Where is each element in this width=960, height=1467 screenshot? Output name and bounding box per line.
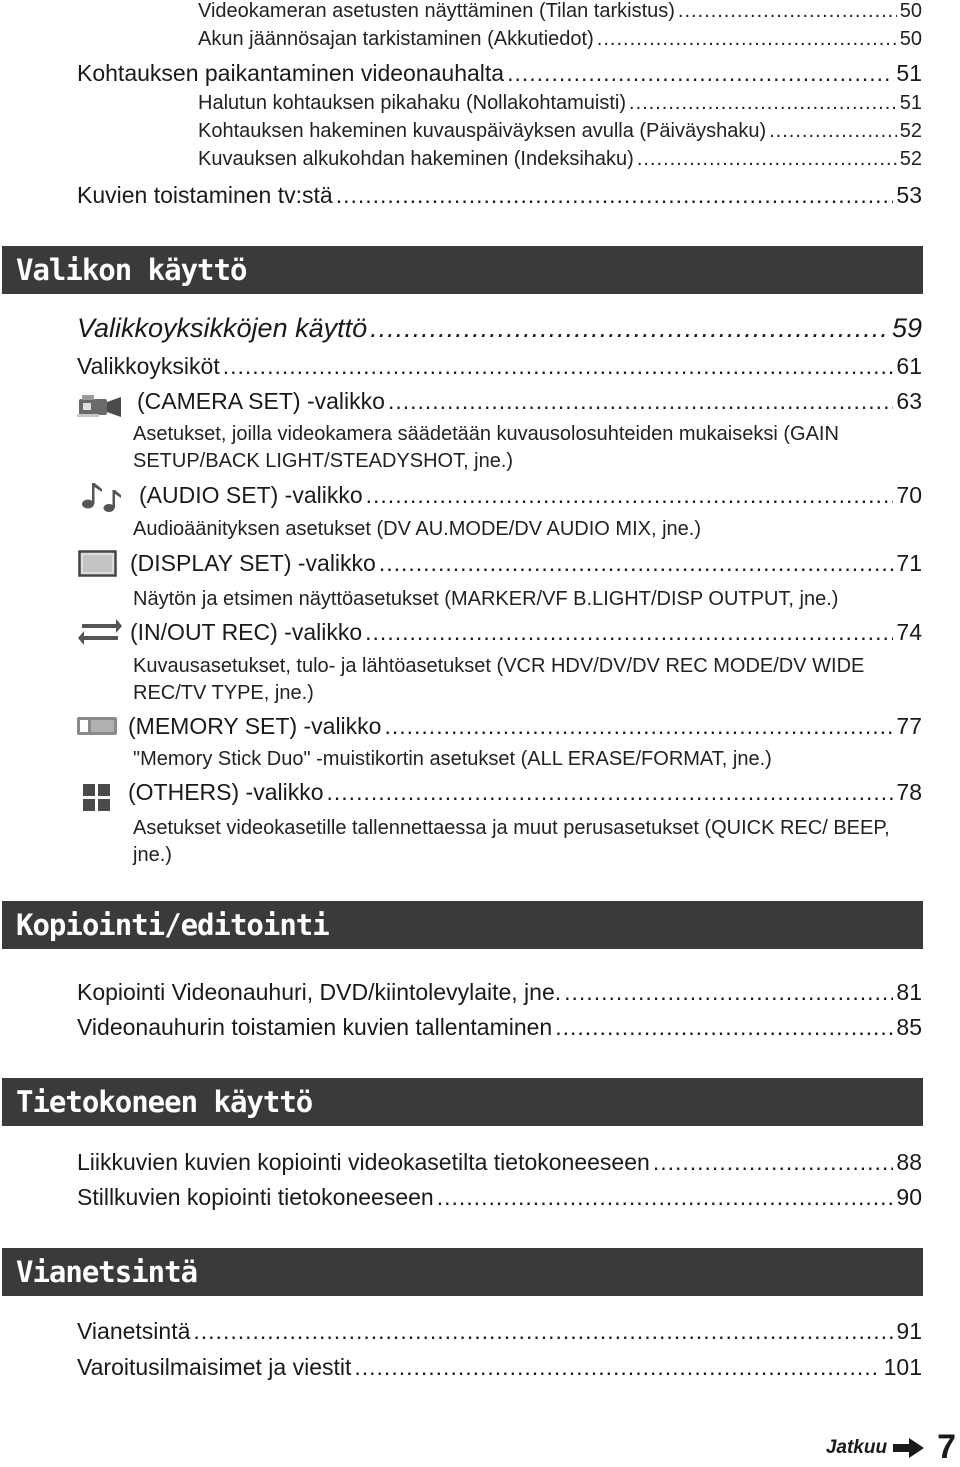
toc-entry-title: Kohtauksen paikantaminen videonauhalta: [77, 60, 505, 86]
toc-entry-page: 101: [883, 1354, 922, 1380]
toc-entry-title: (IN/OUT REC) -valikko: [130, 619, 363, 645]
toc-entry[interactable]: [77, 1318, 922, 1345]
section-heading-tietokoneen-kaytto: Tietokoneen käyttö: [2, 1078, 923, 1126]
toc-entry-page: 91: [896, 1318, 922, 1344]
music-notes-icon: [80, 478, 122, 514]
toc-entry-title: Videokameran asetusten näyttäminen (Tilan tarkistus): [198, 0, 675, 22]
toc-entry-title: Videonauhurin toistamien kuvien tallentaminen: [77, 1014, 553, 1040]
memory-stick-icon: [76, 715, 118, 737]
toc-entry[interactable]: [77, 313, 922, 344]
display-icon: [78, 550, 118, 578]
toc-entry-title: Halutun kohtauksen pikahaku (Nollakohtamuisti): [198, 92, 627, 114]
toc-entry-page: 71: [896, 550, 922, 576]
toc-entry-title: (AUDIO SET) -valikko: [139, 482, 363, 508]
menu-entry-memory-set[interactable]: [128, 713, 922, 740]
toc-entry[interactable]: [77, 1014, 922, 1041]
toc-entry-page: 70: [896, 482, 922, 508]
continue-label[interactable]: Jatkuu: [825, 1436, 888, 1458]
toc-entry-page: 52: [899, 120, 922, 142]
toc-entry-title: Kuvien toistaminen tv:stä: [77, 182, 333, 208]
toc-entry-title: Valikkoyksiköt: [77, 353, 220, 379]
toc-entry-title: Vianetsintä: [77, 1318, 191, 1344]
menu-description: Kuvausasetukset, tulo- ja lähtöasetukset (VCR HDV/DV/DV REC MODE/DV WIDE REC/TV TYPE, jne.): [133, 655, 865, 704]
toc-entry-page: 52: [899, 148, 922, 170]
toc-entry-page: 63: [896, 388, 922, 414]
toc-entry-title: Valikkoyksikköjen käyttö: [77, 313, 368, 343]
toc-entry[interactable]: [77, 182, 922, 209]
toc-entry-title: (CAMERA SET) -valikko: [137, 388, 385, 414]
arrow-right-icon: [893, 1438, 925, 1458]
section-heading-kopiointi-editointi: Kopiointi/editointi: [2, 901, 923, 949]
toc-entry-title: (MEMORY SET) -valikko: [128, 713, 382, 739]
menu-description: Audioäänityksen asetukset (DV AU.MODE/DV AUDIO MIX, jne.): [133, 518, 701, 540]
menu-description: Näytön ja etsimen näyttöasetukset (MARKER/VF B.LIGHT/DISP OUTPUT, jne.): [133, 588, 839, 610]
toc-entry-title: Stillkuvien kopiointi tietokoneeseen: [77, 1184, 434, 1210]
section-heading-vianetsinta: Vianetsintä: [2, 1248, 923, 1296]
toc-entry-page: 85: [896, 1014, 922, 1040]
toc-entry-page: 78: [896, 779, 922, 805]
menu-entry-display-set[interactable]: [130, 550, 922, 577]
toc-entry[interactable]: [198, 92, 922, 115]
menu-description: "Memory Stick Duo" -muistikortin asetukset (ALL ERASE/FORMAT, jne.): [133, 748, 772, 770]
page-footer: [826, 1428, 956, 1467]
camera-icon: [76, 392, 124, 420]
toc-entry-page: 59: [891, 313, 922, 343]
toc-entry[interactable]: [198, 120, 922, 143]
toc-entry-title: (OTHERS) -valikko: [128, 779, 324, 805]
toc-entry-page: 50: [899, 28, 922, 50]
toc-entry[interactable]: [77, 1354, 922, 1381]
menu-entry-in-out-rec[interactable]: [130, 619, 922, 646]
toc-entry-page: 53: [896, 182, 922, 208]
toc-entry[interactable]: [77, 1184, 922, 1211]
toc-entry-page: 74: [896, 619, 922, 645]
toc-entry[interactable]: [77, 1149, 922, 1176]
toc-entry[interactable]: [198, 28, 922, 51]
toc-entry-title: Kuvauksen alkukohdan hakeminen (Indeksihaku): [198, 148, 634, 170]
toc-entry-title: Varoitusilmaisimet ja viestit: [77, 1354, 352, 1380]
toc-entry[interactable]: [77, 60, 922, 87]
menu-entry-camera-set[interactable]: [137, 388, 922, 415]
toc-entry-title: Kohtauksen hakeminen kuvauspäiväyksen avulla (Päiväyshaku): [198, 120, 767, 142]
toc-entry[interactable]: [77, 353, 922, 380]
menu-entry-audio-set[interactable]: [139, 482, 922, 509]
toc-entry-page: 90: [896, 1184, 922, 1210]
toc-entry-title: Akun jäännösajan tarkistaminen (Akkutiedot): [198, 28, 594, 50]
toc-entry-page: 61: [896, 353, 922, 379]
toc-entry-page: 50: [899, 0, 922, 22]
toc-entry[interactable]: [198, 0, 922, 23]
toc-entry-title: Liikkuvien kuvien kopiointi videokasetilta tietokoneeseen: [77, 1149, 650, 1175]
menu-description: Asetukset videokasetille tallennettaessa ja muut perusasetukset (QUICK REC/ BEEP, jne.): [133, 817, 890, 866]
menu-entry-others[interactable]: [128, 779, 922, 806]
toc-entry-page: 77: [896, 713, 922, 739]
in-out-arrows-icon: [78, 618, 122, 646]
toc-entry-page: 88: [896, 1149, 922, 1175]
toc-entry-page: 51: [896, 60, 922, 86]
toc-entry[interactable]: [198, 148, 922, 171]
toc-entry[interactable]: [77, 979, 922, 1006]
menu-description: Asetukset, joilla videokamera säädetään kuvausolosuhteiden mukaiseksi (GAIN SETUP/BACK LIGHT/STEADYSHOT, jne.): [133, 423, 839, 472]
toc-entry-title: Kopiointi Videonauhuri, DVD/kiintolevylaite, jne.: [77, 979, 562, 1005]
toc-entry-title: (DISPLAY SET) -valikko: [130, 550, 376, 576]
grid-icon: [82, 783, 112, 813]
toc-entry-page: 81: [896, 979, 922, 1005]
section-heading-valikon-kaytto: Valikon käyttö: [2, 246, 923, 294]
page-number: 7: [937, 1428, 956, 1466]
toc-entry-page: 51: [899, 92, 922, 114]
